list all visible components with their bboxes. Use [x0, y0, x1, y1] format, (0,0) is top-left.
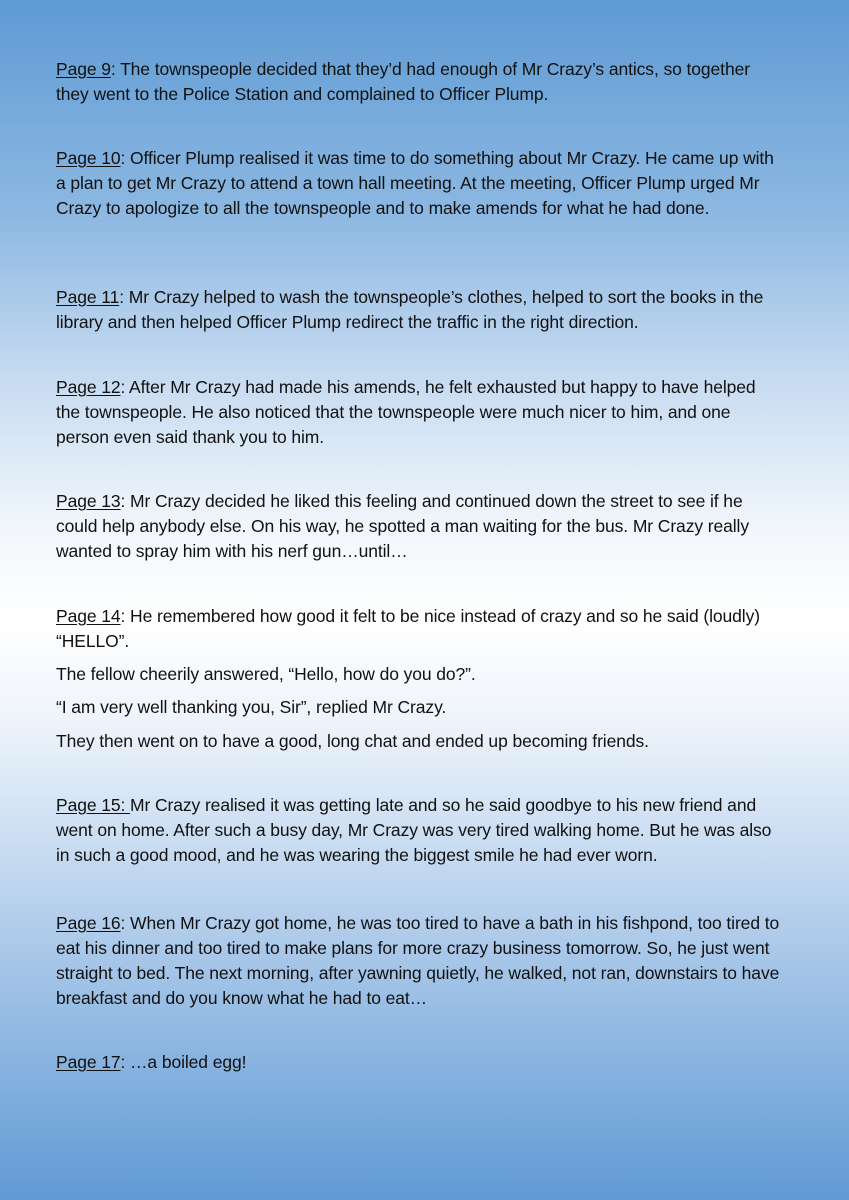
- label-separator: :: [120, 377, 126, 397]
- paragraph-dialogue-1: [56, 662, 784, 687]
- paragraph-text: Mr Crazy helped to wash the townspeople’s clothes, helped to sort the books in the library and then helped Officer Plump redirect the traffic in the right direction.: [56, 287, 764, 332]
- label-separator: :: [120, 148, 126, 168]
- paragraph-page-11: [56, 285, 784, 335]
- paragraph-text: …a boiled egg!: [125, 1052, 247, 1072]
- paragraph-text: “I am very well thanking you, Sir”, replied Mr Crazy.: [56, 697, 447, 717]
- paragraph-dialogue-3: [56, 729, 784, 754]
- paragraph-page-14: [56, 604, 784, 654]
- paragraph-page-17: [56, 1050, 784, 1075]
- paragraph-text: He remembered how good it felt to be nice instead of crazy and so he said (loudly) “HELLO”.: [56, 606, 760, 651]
- label-separator: :: [120, 606, 126, 626]
- page-label: Page 9: [56, 59, 111, 79]
- paragraph-page-12: [56, 375, 784, 450]
- label-separator: :: [110, 59, 116, 79]
- page-label: Page 15:: [56, 795, 131, 815]
- paragraph-text: Mr Crazy decided he liked this feeling and continued down the street to see if he could help anybody else. On his way, he spotted a man waiting for the bus. Mr Crazy really wanted to spray him with his nerf gun…until…: [56, 491, 749, 561]
- label-separator: :: [120, 491, 126, 511]
- paragraph-text: After Mr Crazy had made his amends, he felt exhausted but happy to have helped the townspeople. He also noticed that the townspeople were much nicer to him, and one person even said thank you to him.: [56, 377, 756, 447]
- paragraph-page-15: [56, 793, 784, 868]
- page-label: Page 12: [56, 377, 121, 397]
- label-separator: :: [119, 287, 124, 307]
- paragraph-page-10: [56, 146, 784, 221]
- label-separator: :: [120, 1052, 126, 1072]
- paragraph-page-16: [56, 911, 784, 1011]
- paragraph-text: Officer Plump realised it was time to do something about Mr Crazy. He came up with a plan to get Mr Crazy to attend a town hall meeting. At the meeting, Officer Plump urged Mr Crazy to apologize to all the townspeople and to make amends for what he had done.: [56, 148, 774, 218]
- paragraph-dialogue-2: [56, 695, 784, 720]
- page-label: Page 14: [56, 606, 121, 626]
- page-label: Page 17: [56, 1052, 121, 1072]
- label-separator: :: [120, 913, 126, 933]
- paragraph-text: They then went on to have a good, long chat and ended up becoming friends.: [56, 731, 649, 751]
- paragraph-text: When Mr Crazy got home, he was too tired to have a bath in his fishpond, too tired to eat his dinner and too tired to make plans for more crazy business tomorrow. So, he just went straight to bed. The next morning, after yawning quietly, he walked, not ran, downstairs to have breakfast and do you know what he had to eat…: [56, 913, 780, 1008]
- paragraph-page-13: [56, 489, 784, 564]
- page-label: Page 11: [56, 287, 120, 307]
- page-label: Page 13: [56, 491, 121, 511]
- paragraph-text: The fellow cheerily answered, “Hello, how do you do?”.: [56, 664, 476, 684]
- paragraph-text: Mr Crazy realised it was getting late and so he said goodbye to his new friend and went on home. After such a busy day, Mr Crazy was very tired walking home. But he was also in such a good mood, and he was wearing the biggest smile he had ever worn.: [56, 795, 772, 865]
- page-label: Page 16: [56, 913, 121, 933]
- paragraph-page-9: [56, 57, 784, 107]
- paragraph-text: The townspeople decided that they’d had enough of Mr Crazy’s antics, so together they went to the Police Station and complained to Officer Plump.: [56, 59, 750, 104]
- page-label: Page 10: [56, 148, 121, 168]
